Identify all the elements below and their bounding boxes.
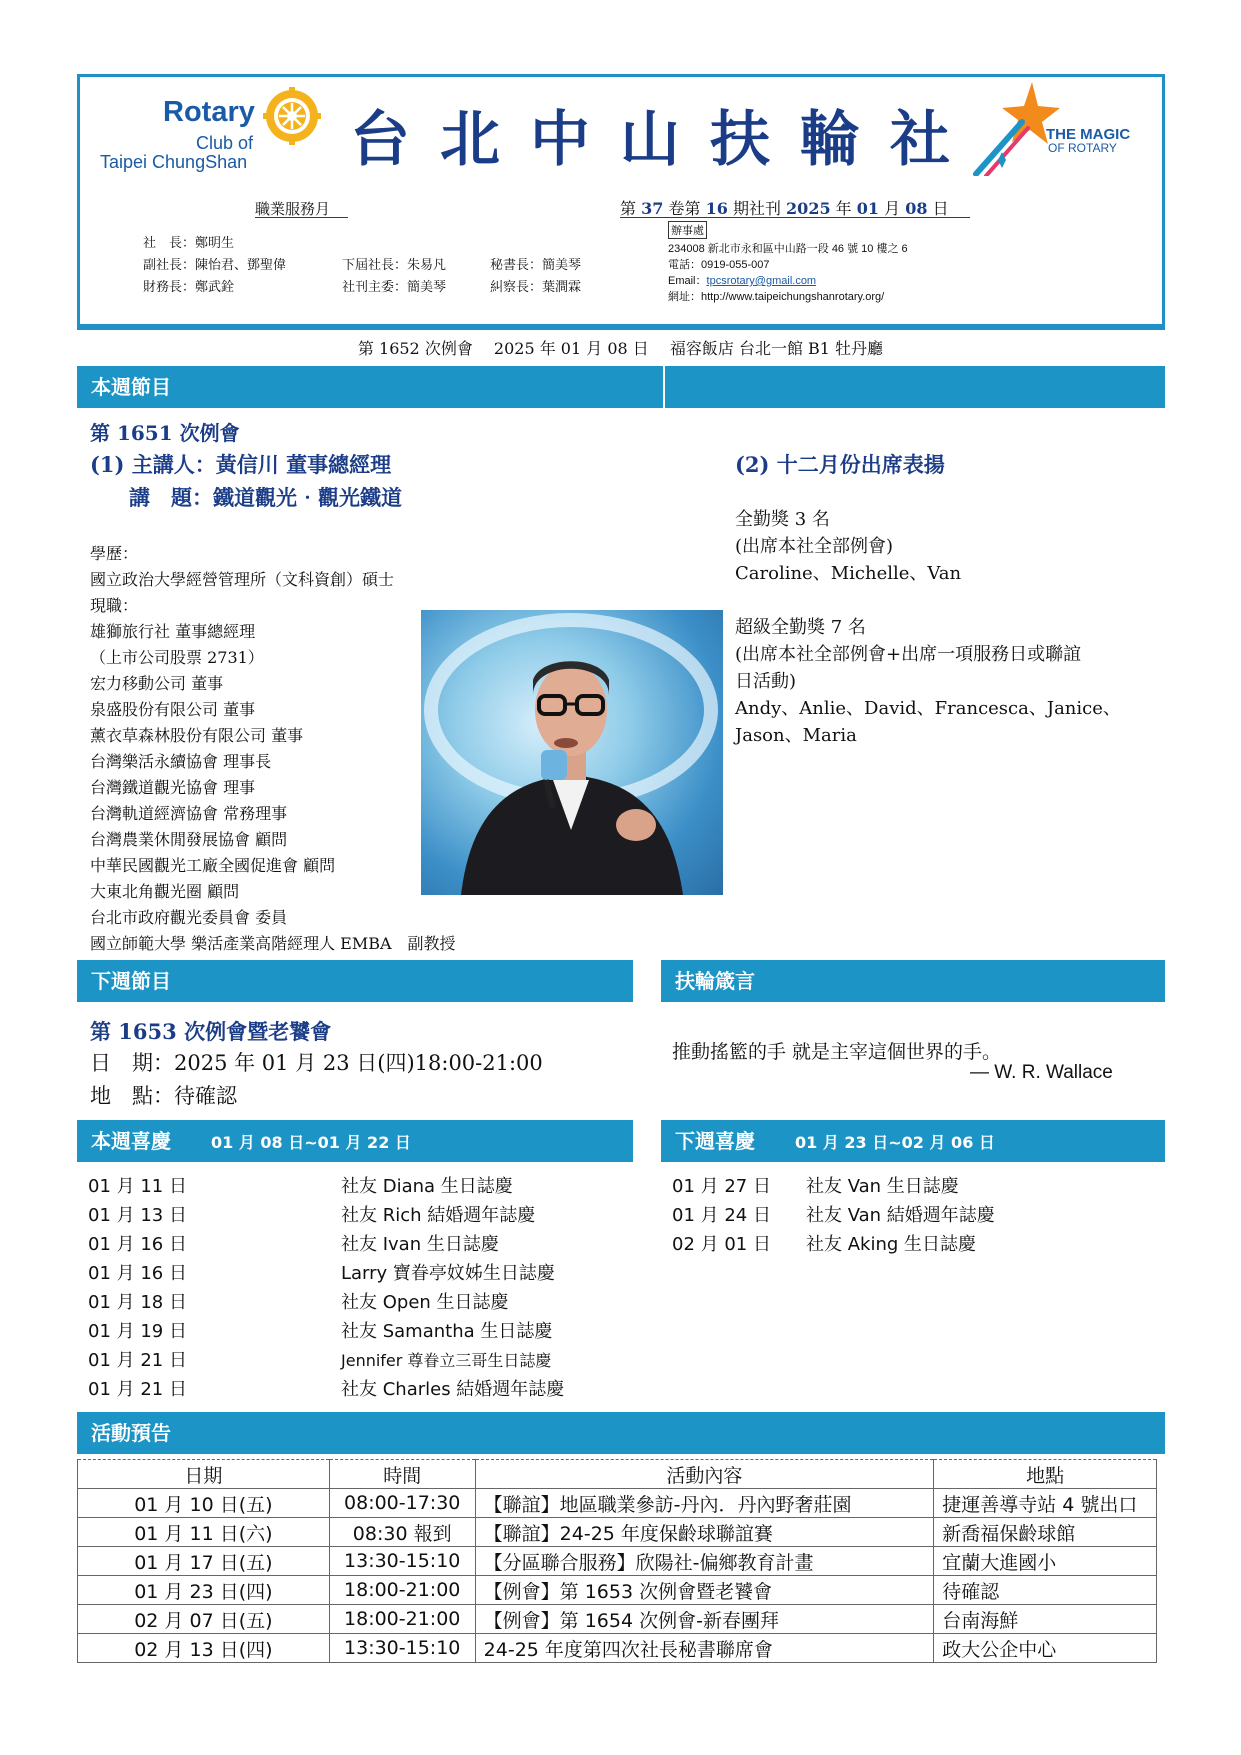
logo-rotary-text: Rotary <box>163 96 255 128</box>
celebration-date: 01 月 11 日 <box>88 1176 187 1197</box>
bio-line: 國立師範大學 樂活產業高階經理人 EMBA 副教授 <box>90 934 456 953</box>
event-activity: 【分區聯合服務】欣陽社-偏鄉教育計畫 <box>475 1547 934 1576</box>
celebration-text: 社友 Ivan 生日誌慶 <box>341 1234 499 1255</box>
logo-city-text: Taipei ChungShan <box>100 152 248 172</box>
office-email-link[interactable]: tpcsrotary@gmail.com <box>706 275 817 287</box>
celebration-text: Jennifer 尊眷立三哥生日誌慶 <box>341 1351 552 1370</box>
celebration-date: 01 月 18 日 <box>88 1292 187 1313</box>
issue-info <box>620 196 949 219</box>
celebration-text: 社友 Van 生日誌慶 <box>806 1176 959 1197</box>
celebration-date: 01 月 21 日 <box>88 1350 187 1371</box>
table-row <box>78 1576 1157 1605</box>
officer-secretary: 秘書長：簡美琴 <box>490 258 582 273</box>
list-item <box>88 1375 628 1404</box>
celebration-date: 01 月 24 日 <box>672 1205 771 1226</box>
table-header-row <box>78 1460 1157 1489</box>
divider <box>620 217 970 218</box>
attendance-line: Andy、Anlie、David、Francesca、Janice、 <box>735 698 1121 719</box>
officer-editor: 社刊主委：簡美琴 <box>342 280 447 295</box>
celebration-date: 01 月 19 日 <box>88 1321 187 1342</box>
officer-sergeant: 糾察長：葉澗霖 <box>490 280 582 295</box>
event-time: 13:30-15:10 <box>329 1547 475 1576</box>
event-location: 捷運善導寺站 4 號出口 <box>934 1489 1157 1518</box>
celebration-text: 社友 Diana 生日誌慶 <box>341 1176 513 1197</box>
event-date: 01 月 23 日(四) <box>78 1576 330 1605</box>
celebration-date: 01 月 16 日 <box>88 1263 187 1284</box>
bio-line: （上市公司股票 2731） <box>90 648 264 667</box>
bio-line: 宏力移動公司 董事 <box>90 674 224 693</box>
celebrations-next-week-range: 01 月 23 日~02 月 06 日 <box>795 1133 995 1152</box>
logo-club-of-text: Club of <box>196 133 254 153</box>
bio-line: 學歷： <box>90 544 139 563</box>
event-time: 08:00-17:30 <box>329 1489 475 1518</box>
motto-author: — W. R. Wallace <box>970 1062 1113 1083</box>
attendance-title: (2) 十二月份出席表揚 <box>735 452 945 477</box>
table-row <box>78 1547 1157 1576</box>
magic-text-line1: THE MAGIC <box>1046 126 1131 143</box>
speaker-bio <box>90 541 456 957</box>
issue-number: 16 <box>705 199 728 218</box>
issue-day: 08 <box>905 199 928 218</box>
bio-line: 薰衣草森林股份有限公司 董事 <box>90 726 304 745</box>
issue-volume: 37 <box>641 199 664 218</box>
bio-line: 大東北角觀光圈 顧問 <box>90 882 240 901</box>
table-row <box>78 1605 1157 1634</box>
officer-president: 社 長：鄭明生 <box>143 236 235 251</box>
issue-prefix: 第 <box>620 199 637 218</box>
list-item <box>672 1230 1162 1259</box>
event-time: 18:00-21:00 <box>329 1576 475 1605</box>
list-item <box>672 1201 1162 1230</box>
celebration-text: Larry 寶眷亭妏姊生日誌慶 <box>341 1263 555 1284</box>
office-phone: 電話：0919-055-007 <box>668 259 770 271</box>
section-bar-this-week-right <box>665 366 1165 408</box>
list-item <box>88 1172 628 1201</box>
column-header-time: 時間 <box>329 1460 475 1489</box>
column-header-date: 日期 <box>78 1460 330 1489</box>
office-address: 234008 新北市永和區中山路一段 46 號 10 樓之 6 <box>668 243 908 255</box>
attendance-line: 日活動) <box>735 671 797 692</box>
list-item <box>88 1230 628 1259</box>
celebration-date: 01 月 27 日 <box>672 1176 771 1197</box>
list-item <box>88 1259 628 1288</box>
celebration-text: 社友 Samantha 生日誌慶 <box>341 1321 553 1342</box>
office-email <box>668 272 816 288</box>
celebrations-this-week-range: 01 月 08 日~01 月 22 日 <box>211 1133 411 1152</box>
bio-line: 國立政治大學經營管理所（文科資創）碩士 <box>90 570 395 589</box>
column-header-location: 地點 <box>934 1460 1157 1489</box>
bio-line: 台灣農業休閒發展協會 顧問 <box>90 830 288 849</box>
officer-president-elect: 下屆社長：朱易凡 <box>342 258 447 273</box>
events-table <box>77 1459 1157 1663</box>
celebrations-this-week-list <box>88 1172 628 1404</box>
meeting-line: 第 1652 次例會 2025 年 01 月 08 日 福容飯店 台北一館 B1 牡丹廳 <box>357 339 884 358</box>
rotary-wheel-icon <box>262 86 322 146</box>
next-week-place: 地 點：待確認 <box>90 1084 237 1108</box>
celebration-date: 02 月 01 日 <box>672 1234 771 1255</box>
list-item <box>672 1172 1162 1201</box>
topic-line: 講 題：鐵道觀光‧觀光鐵道 <box>129 485 402 510</box>
celebration-date: 01 月 13 日 <box>88 1205 187 1226</box>
event-time: 18:00-21:00 <box>329 1605 475 1634</box>
event-location: 政大公企中心 <box>934 1634 1157 1663</box>
celebration-date: 01 月 21 日 <box>88 1379 187 1400</box>
officer-vice-presidents: 副社長：陳怡君、鄧聖偉 <box>143 258 287 273</box>
celebrations-next-week-title: 下週喜慶 <box>675 1129 755 1153</box>
issue-month-label: 月 <box>884 199 901 218</box>
event-date: 01 月 17 日(五) <box>78 1547 330 1576</box>
list-item <box>88 1288 628 1317</box>
event-date: 02 月 13 日(四) <box>78 1634 330 1663</box>
issue-year: 2025 <box>786 199 831 218</box>
table-row <box>78 1518 1157 1547</box>
event-activity: 【例會】第 1654 次例會-新春團拜 <box>475 1605 934 1634</box>
event-time: 08:30 報到 <box>329 1518 475 1547</box>
speaker-photo <box>421 610 723 895</box>
event-date: 01 月 11 日(六) <box>78 1518 330 1547</box>
bio-line: 現職： <box>90 596 139 615</box>
list-item <box>88 1201 628 1230</box>
event-activity: 【聯誼】24-25 年度保齡球聯誼賽 <box>475 1518 934 1547</box>
bio-line: 台北市政府觀光委員會 委員 <box>90 908 288 927</box>
section-bar-next-week: 下週節目 <box>77 960 633 1002</box>
attendance-line: 全勤獎 3 名 <box>735 509 830 530</box>
attendance-line <box>735 587 1121 614</box>
attendance-line: (出席本社全部例會+出席一項服務日或聯誼 <box>735 644 1082 665</box>
bio-line: 中華民國觀光工廠全國促進會 顧問 <box>90 856 336 875</box>
issue-year-label: 年 <box>835 199 852 218</box>
celebrations-this-week-title: 本週喜慶 <box>91 1129 171 1153</box>
event-time: 13:30-15:10 <box>329 1634 475 1663</box>
celebration-text: 社友 Van 結婚週年誌慶 <box>806 1205 995 1226</box>
bio-line: 台灣鐵道觀光協會 理事 <box>90 778 256 797</box>
divider <box>255 217 348 218</box>
bio-line: 台灣軌道經濟協會 常務理事 <box>90 804 288 823</box>
club-title: 台北中山扶輪社 <box>350 105 980 175</box>
attendance-line: 超級全勤獎 7 名 <box>735 617 866 638</box>
column-header-activity: 活動內容 <box>475 1460 934 1489</box>
event-activity: 【例會】第 1653 次例會暨老饕會 <box>475 1576 934 1605</box>
issue-mid: 卷第 <box>668 199 701 218</box>
event-location: 待確認 <box>934 1576 1157 1605</box>
issue-suffix: 期社刊 <box>732 199 781 218</box>
section-bar-this-week: 本週節目 <box>77 366 663 408</box>
event-date: 02 月 07 日(五) <box>78 1605 330 1634</box>
issue-month: 01 <box>856 199 880 218</box>
attendance-list <box>735 506 1121 749</box>
table-row <box>78 1489 1157 1518</box>
celebration-text: 社友 Charles 結婚週年誌慶 <box>341 1379 565 1400</box>
this-week-meeting-title: 第 1651 次例會 <box>90 421 240 445</box>
speaker-line: (1) 主講人：黃信川 董事總經理 <box>90 452 392 477</box>
bio-line: 雄獅旅行社 董事總經理 <box>90 622 256 641</box>
attendance-line: Caroline、Michelle、Van <box>735 563 962 584</box>
motto-quote: 推動搖籃的手 就是主宰這個世界的手。 <box>672 1041 1002 1063</box>
next-week-meeting-title: 第 1653 次例會暨老饕會 <box>90 1019 332 1044</box>
event-location: 新喬福保齡球館 <box>934 1518 1157 1547</box>
celebration-text: 社友 Open 生日誌慶 <box>341 1292 509 1313</box>
celebrations-next-week-list <box>672 1172 1162 1259</box>
section-bar-events: 活動預告 <box>77 1412 1165 1454</box>
attendance-line: (出席本社全部例會) <box>735 536 894 557</box>
event-location: 宜蘭大進國小 <box>934 1547 1157 1576</box>
list-item <box>88 1346 628 1375</box>
celebration-date: 01 月 16 日 <box>88 1234 187 1255</box>
magic-text-line2: OF ROTARY <box>1048 141 1117 155</box>
officer-treasurer: 財務長：鄭武銓 <box>143 280 235 295</box>
table-row <box>78 1634 1157 1663</box>
office-label: 辦事處 <box>668 221 707 239</box>
bio-line: 泉盛股份有限公司 董事 <box>90 700 256 719</box>
celebration-text: 社友 Rich 結婚週年誌慶 <box>341 1205 536 1226</box>
next-week-date: 日 期：2025 年 01 月 23 日(四)18:00-21:00 <box>90 1051 543 1075</box>
month-theme: 職業服務月 <box>255 200 331 218</box>
section-bar-motto: 扶輪箴言 <box>661 960 1165 1002</box>
issue-day-label: 日 <box>932 199 949 218</box>
section-bar-celebrations-next-week <box>661 1120 1165 1162</box>
event-date: 01 月 10 日(五) <box>78 1489 330 1518</box>
celebration-text: 社友 Aking 生日誌慶 <box>806 1234 977 1255</box>
office-website[interactable]: 網址：http://www.taipeichungshanrotary.org/ <box>668 291 885 303</box>
event-activity: 【聯誼】地區職業參訪-丹內．丹內野奢莊園 <box>475 1489 934 1518</box>
event-activity: 24-25 年度第四次社長秘書聯席會 <box>475 1634 934 1663</box>
attendance-line: Jason、Maria <box>735 725 857 746</box>
list-item <box>88 1317 628 1346</box>
event-location: 台南海鮮 <box>934 1605 1157 1634</box>
bio-line: 台灣樂活永續協會 理事長 <box>90 752 272 771</box>
section-bar-celebrations-this-week <box>77 1120 633 1162</box>
office-email-label: Email： <box>668 275 707 287</box>
